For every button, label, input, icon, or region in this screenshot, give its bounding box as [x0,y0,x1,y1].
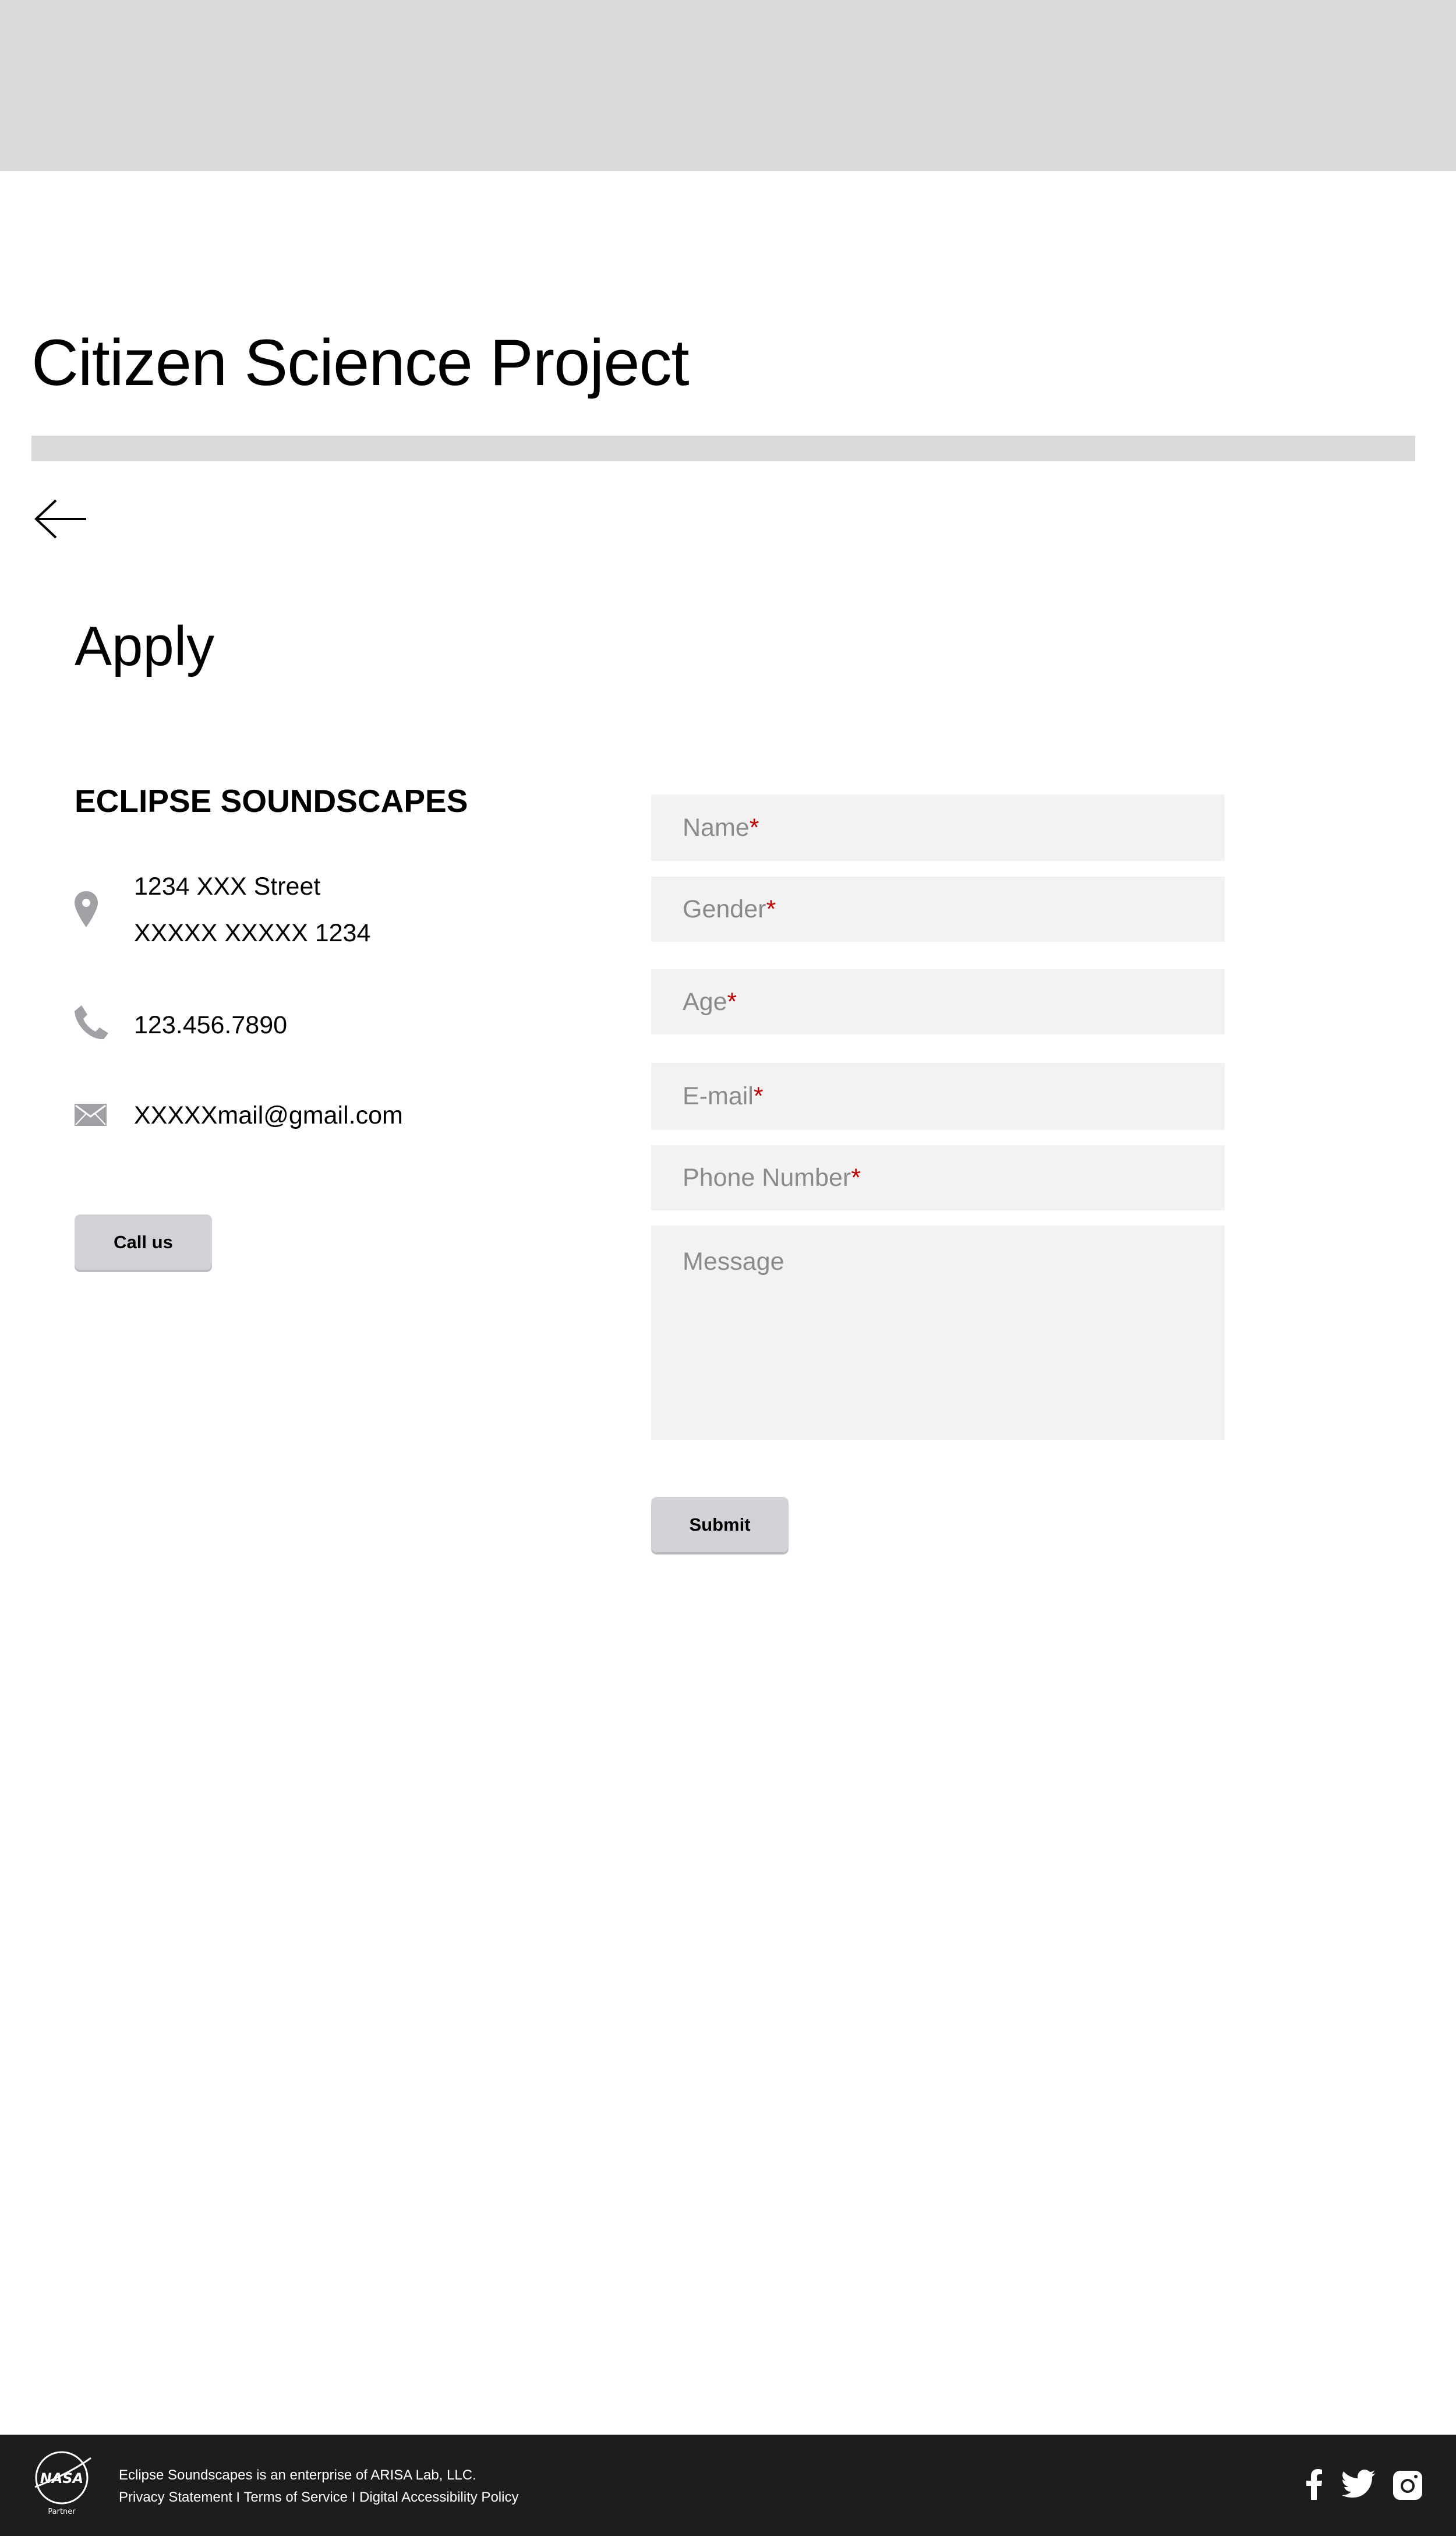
email-address[interactable]: XXXXXmail@gmail.com [134,1101,403,1129]
footer [0,2435,1456,2536]
nasa-logo-text: NASA [40,2470,84,2486]
map-pin-icon [75,891,98,927]
call-us-button[interactable]: Call us [75,1214,212,1270]
age-field-label: Age [683,987,727,1016]
gender-field-label: Gender [683,895,766,923]
nasa-partner-logo[interactable] [33,2450,93,2516]
phone-number-field[interactable] [651,1145,1225,1210]
facebook-icon[interactable] [1306,2468,1323,2500]
required-mark: * [753,1082,764,1110]
footer-enterprise-text: Eclipse Soundscapes is an enterprise of ARISA Lab, LLC. [119,2467,476,2483]
required-mark: * [766,895,776,923]
address-line-1: 1234 XXX Street [134,873,321,900]
required-mark: * [727,987,737,1016]
phone-number[interactable]: 123.456.7890 [134,1011,288,1039]
envelope-icon [75,1104,107,1126]
message-field[interactable] [651,1225,1225,1440]
page-title: Citizen Science Project [31,326,689,399]
phone-icon [75,1005,108,1040]
title-divider-bar [31,436,1415,461]
nasa-logo-sub: Partner [48,2507,76,2516]
instagram-icon[interactable] [1393,2471,1422,2500]
address-line-2: XXXXX XXXXX 1234 [134,919,371,947]
email-field-label: E-mail [683,1082,754,1110]
name-field[interactable] [651,794,1225,861]
twitter-icon[interactable] [1342,2470,1376,2498]
section-title: Apply [75,615,215,677]
email-field[interactable] [651,1063,1225,1130]
age-field[interactable] [651,969,1225,1034]
required-mark: * [851,1163,861,1192]
name-field-label: Name [683,813,750,842]
message-field-label: Message [683,1248,784,1276]
top-banner [0,0,1456,171]
required-mark: * [749,813,759,842]
arrow-left-icon[interactable] [34,499,89,539]
org-name: ECLIPSE SOUNDSCAPES [75,783,468,819]
phone-number-field-label: Phone Number [683,1163,851,1192]
submit-button[interactable]: Submit [651,1497,789,1552]
footer-policy-links[interactable]: Privacy Statement I Terms of Service I Digital Accessibility Policy [119,2489,519,2505]
gender-field[interactable] [651,877,1225,942]
